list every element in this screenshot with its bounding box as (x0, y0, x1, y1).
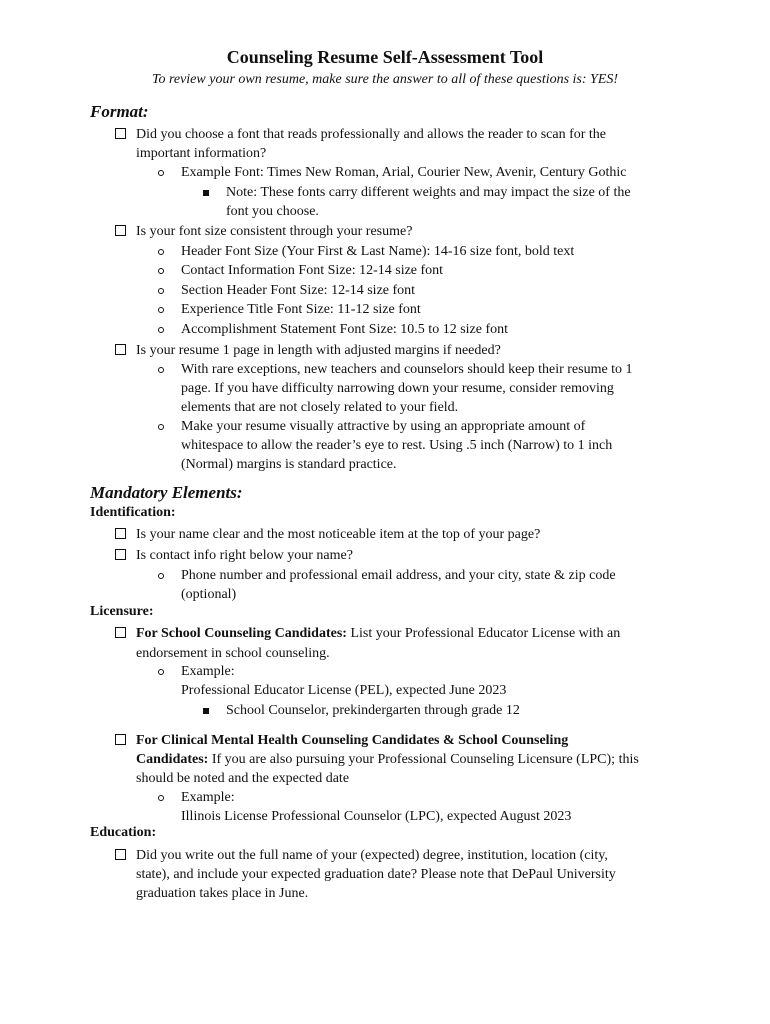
example-pel: Professional Educator License (PEL), expected June 2023 (181, 683, 507, 698)
bullet-square (203, 708, 209, 714)
question-font-choice-line2: important information? (136, 146, 267, 161)
example-label: Example: (181, 790, 235, 805)
example-label: Example: (181, 664, 235, 679)
checkbox-school-counseling[interactable] (115, 627, 126, 638)
clinical-counseling-line1 (136, 731, 568, 750)
note-font-weights-line1: Note: These fonts carry different weights and may impact the size of the (226, 185, 631, 200)
bullet-circle (158, 249, 164, 255)
list-item: Section Header Font Size: 12-14 size font (181, 283, 416, 298)
margins-note-line2: whitespace to allow the reader’s eye to rest. Using .5 inch (Narrow) to 1 inch (181, 438, 613, 453)
checkbox-font-size[interactable] (115, 225, 126, 236)
bullet-circle (158, 268, 164, 274)
checkbox-name-clear[interactable] (115, 528, 126, 539)
checkbox-clinical-counseling[interactable] (115, 734, 126, 745)
page-title: Counseling Resume Self-Assessment Tool (226, 47, 544, 67)
question-name-clear: Is your name clear and the most noticeable item at the top of your page? (136, 527, 541, 542)
bullet-circle (158, 327, 164, 333)
list-item: Accomplishment Statement Font Size: 10.5 to 12 size font (181, 322, 509, 337)
school-counseling-bold-label: For School Counseling Candidates: (136, 626, 347, 641)
school-counseling-line1 (136, 624, 620, 643)
example-lpc: Illinois License Professional Counselor (LPC), expected August 2023 (181, 809, 572, 824)
list-item: Experience Title Font Size: 11-12 size font (181, 302, 421, 317)
clinical-counseling-line2 (136, 750, 639, 769)
subheading-identification: Identification: (90, 505, 176, 520)
bullet-circle (158, 669, 164, 675)
contact-info-note-line1: Phone number and professional email address, and your city, state & zip code (181, 568, 616, 583)
margins-note-line3: (Normal) margins is standard practice. (181, 457, 397, 472)
bullet-circle (158, 795, 164, 801)
bullet-square (203, 190, 209, 196)
page-length-note-line2: page. If you have difficulty narrowing down your resume, consider removing (181, 381, 614, 396)
checkbox-contact-info[interactable] (115, 549, 126, 560)
checkbox-page-length[interactable] (115, 344, 126, 355)
school-counseling-text: List your Professional Educator License with an (346, 626, 621, 641)
clinical-counseling-bold-label: For Clinical Mental Health Counseling Candidates & School Counseling (136, 733, 569, 748)
contact-info-note-line2: (optional) (181, 587, 237, 602)
question-page-length: Is your resume 1 page in length with adjusted margins if needed? (136, 343, 501, 358)
page-length-note-line1: With rare exceptions, new teachers and counselors should keep their resume to 1 (181, 362, 633, 377)
bullet-circle (158, 367, 164, 373)
clinical-counseling-text: If you are also pursuing your Professional Counseling Licensure (LPC); this (208, 752, 639, 767)
section-heading-mandatory: Mandatory Elements: (90, 483, 243, 502)
bullet-circle (158, 573, 164, 579)
section-heading-format: Format: (90, 102, 149, 121)
list-item: Contact Information Font Size: 12-14 size font (181, 263, 444, 278)
example-font-list: Example Font: Times New Roman, Arial, Courier New, Avenir, Century Gothic (181, 165, 627, 180)
bullet-circle (158, 424, 164, 430)
example-school-counselor: School Counselor, prekindergarten through grade 12 (226, 703, 520, 718)
question-education-line2: state), and include your expected graduation date? Please note that DePaul University (136, 867, 616, 882)
question-contact-info: Is contact info right below your name? (136, 548, 353, 563)
checkbox-education[interactable] (115, 849, 126, 860)
question-education-line3: graduation takes place in June. (136, 886, 309, 901)
subheading-education: Education: (90, 825, 157, 840)
page-length-note-line3: elements that are not closely related to your field. (181, 400, 459, 415)
bullet-circle (158, 170, 164, 176)
question-font-choice-line1: Did you choose a font that reads professionally and allows the reader to scan for the (136, 127, 607, 142)
margins-note-line1: Make your resume visually attractive by using an appropriate amount of (181, 419, 586, 434)
question-education-line1: Did you write out the full name of your (expected) degree, institution, location (city, (136, 848, 608, 863)
note-font-weights-line2: font you choose. (226, 204, 319, 219)
clinical-counseling-line3: should be noted and the expected date (136, 771, 350, 786)
bullet-circle (158, 288, 164, 294)
list-item: Header Font Size (Your First & Last Name): 14-16 size font, bold text (181, 244, 575, 259)
clinical-counseling-bold-label2: Candidates: (136, 752, 209, 767)
bullet-circle (158, 307, 164, 313)
school-counseling-line2: endorsement in school counseling. (136, 646, 330, 661)
page-subtitle: To review your own resume, make sure the answer to all of these questions is: YES! (151, 72, 619, 87)
subheading-licensure: Licensure: (90, 604, 154, 619)
question-font-size: Is your font size consistent through your resume? (136, 224, 413, 239)
checkbox-font-choice[interactable] (115, 128, 126, 139)
